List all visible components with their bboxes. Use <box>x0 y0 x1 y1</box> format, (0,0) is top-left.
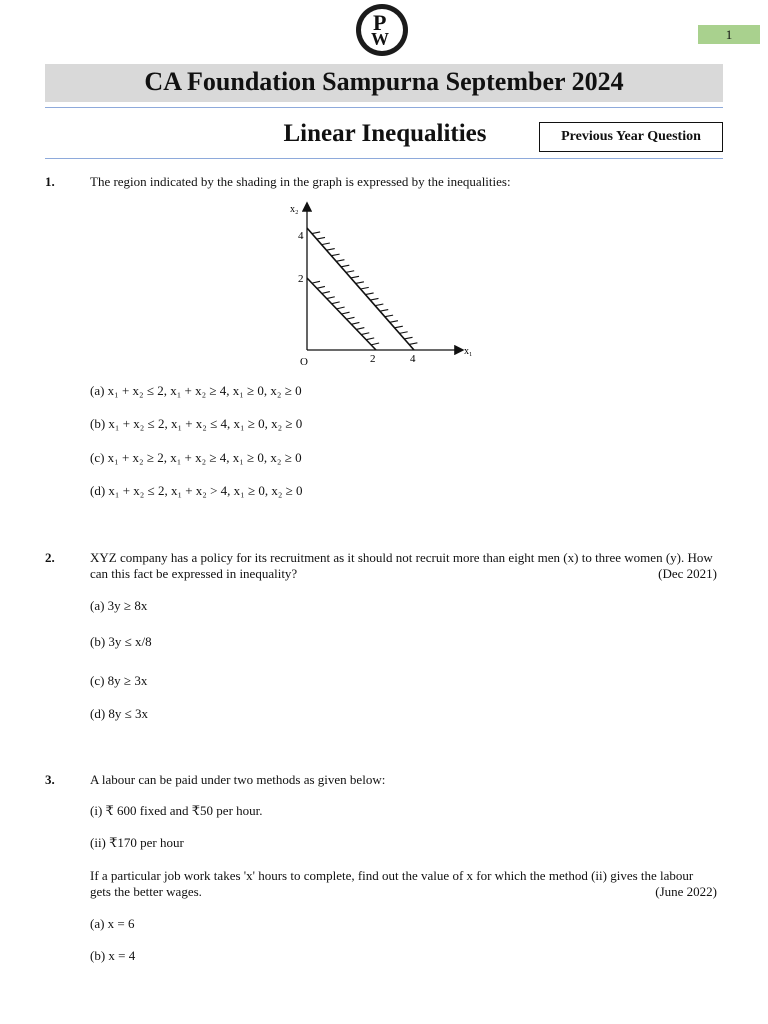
hatch-mark <box>356 282 364 284</box>
hatch-mark <box>337 307 345 309</box>
y-tick-4: 4 <box>298 230 304 242</box>
page-number: 1 <box>698 25 760 44</box>
q2-option-d: (d) 8y ≤ 3x <box>90 706 149 721</box>
q1-option-c: (c) x₁ + x₂ ≥ 2, x₁ + x₂ ≥ 4, x₁ ≥ 0, x₂ ≥ 0 <box>90 450 302 465</box>
hatch-mark <box>322 243 330 245</box>
q2-text: XYZ company has a policy for its recruitment as it should not recruit more than eight men (x) to three women (y). How can this fact be expressed in inequality? <box>90 550 713 581</box>
hatch-mark <box>409 343 417 345</box>
y-axis-label: x₂ <box>290 204 299 215</box>
hatch-mark <box>342 312 350 314</box>
origin-label: O <box>300 356 308 368</box>
logo-letter-w: W <box>371 29 389 49</box>
q2-reference: (Dec 2021) <box>658 566 717 581</box>
hatch-mark <box>380 310 388 312</box>
hatch-mark <box>327 297 335 299</box>
hatch-mark <box>351 322 359 324</box>
hatch-mark <box>312 232 320 234</box>
chapter-title: Linear Inequalities <box>283 120 487 147</box>
hatch-mark <box>346 317 354 319</box>
x-axis-label: x₁ <box>464 346 473 357</box>
hatch-inner-line <box>312 281 379 345</box>
x-tick-2: 2 <box>370 353 376 365</box>
q1-option-b: (b) x₁ + x₂ ≤ 2, x₁ + x₂ ≤ 4, x₁ ≥ 0, x₂ ≥ 0 <box>90 416 303 431</box>
q2-number: 2. <box>45 550 55 565</box>
hatch-mark <box>332 302 340 304</box>
q2-option-a: (a) 3y ≥ 8x <box>90 598 148 613</box>
hatch-mark <box>346 271 354 273</box>
hatch-mark <box>375 304 383 306</box>
hatch-mark <box>390 321 398 323</box>
pyq-tag: Previous Year Question <box>539 122 723 152</box>
logo-letter-p: P <box>373 10 387 35</box>
q1-option-d: (d) x₁ + x₂ ≤ 2, x₁ + x₂ > 4, x₁ ≥ 0, x₂ ≥ 0 <box>90 483 303 498</box>
q1-number: 1. <box>45 174 55 189</box>
q2-option-c: (c) 8y ≥ 3x <box>90 673 148 688</box>
divider-top <box>45 107 723 108</box>
hatch-mark <box>404 337 412 339</box>
hatch-mark <box>371 343 379 345</box>
hatch-mark <box>317 237 325 239</box>
hatch-mark <box>351 276 359 278</box>
x-tick-4: 4 <box>410 353 416 365</box>
hatch-mark <box>356 328 364 330</box>
q3-method-i: (i) ₹ 600 fixed and ₹50 per hour. <box>90 803 263 818</box>
q3-question: If a particular job work takes 'x' hours to complete, find out the value of x for which the method (ii) gives the labour gets the better wages. <box>90 868 694 899</box>
q1-graph <box>280 198 480 368</box>
hatch-mark <box>331 254 339 256</box>
q3-reference: (June 2022) <box>655 884 717 899</box>
hatch-outer-line <box>312 232 418 345</box>
q1-option-a: (a) x₁ + x₂ ≤ 2, x₁ + x₂ ≥ 4, x₁ ≥ 0, x₂ ≥ 0 <box>90 383 302 398</box>
hatch-mark <box>399 332 407 334</box>
q3-option-b: (b) x = 4 <box>90 948 136 963</box>
hatch-mark <box>385 315 393 317</box>
hatch-mark <box>322 292 330 294</box>
hatch-mark <box>361 287 369 289</box>
q3-number: 3. <box>45 772 55 787</box>
q3-method-ii: (ii) ₹170 per hour <box>90 835 184 850</box>
y-tick-2: 2 <box>298 273 304 285</box>
hatch-mark <box>366 338 374 340</box>
hatch-mark <box>370 298 378 300</box>
hatch-mark <box>361 333 369 335</box>
q3-text: A labour can be paid under two methods as given below: <box>90 772 386 787</box>
hatch-mark <box>317 286 325 288</box>
hatch-mark <box>336 260 344 262</box>
hatch-mark <box>365 293 373 295</box>
hatch-mark <box>395 326 403 328</box>
pw-logo <box>356 4 408 56</box>
banner-title: CA Foundation Sampurna September 2024 <box>45 64 723 102</box>
q2-option-b: (b) 3y ≤ x/8 <box>90 634 152 649</box>
hatch-mark <box>326 249 334 251</box>
hatch-mark <box>341 265 349 267</box>
hatch-mark <box>312 281 320 283</box>
divider-bottom <box>45 158 723 159</box>
q3-option-a: (a) x = 6 <box>90 916 135 931</box>
q1-text: The region indicated by the shading in the graph is expressed by the inequalities: <box>90 174 511 189</box>
